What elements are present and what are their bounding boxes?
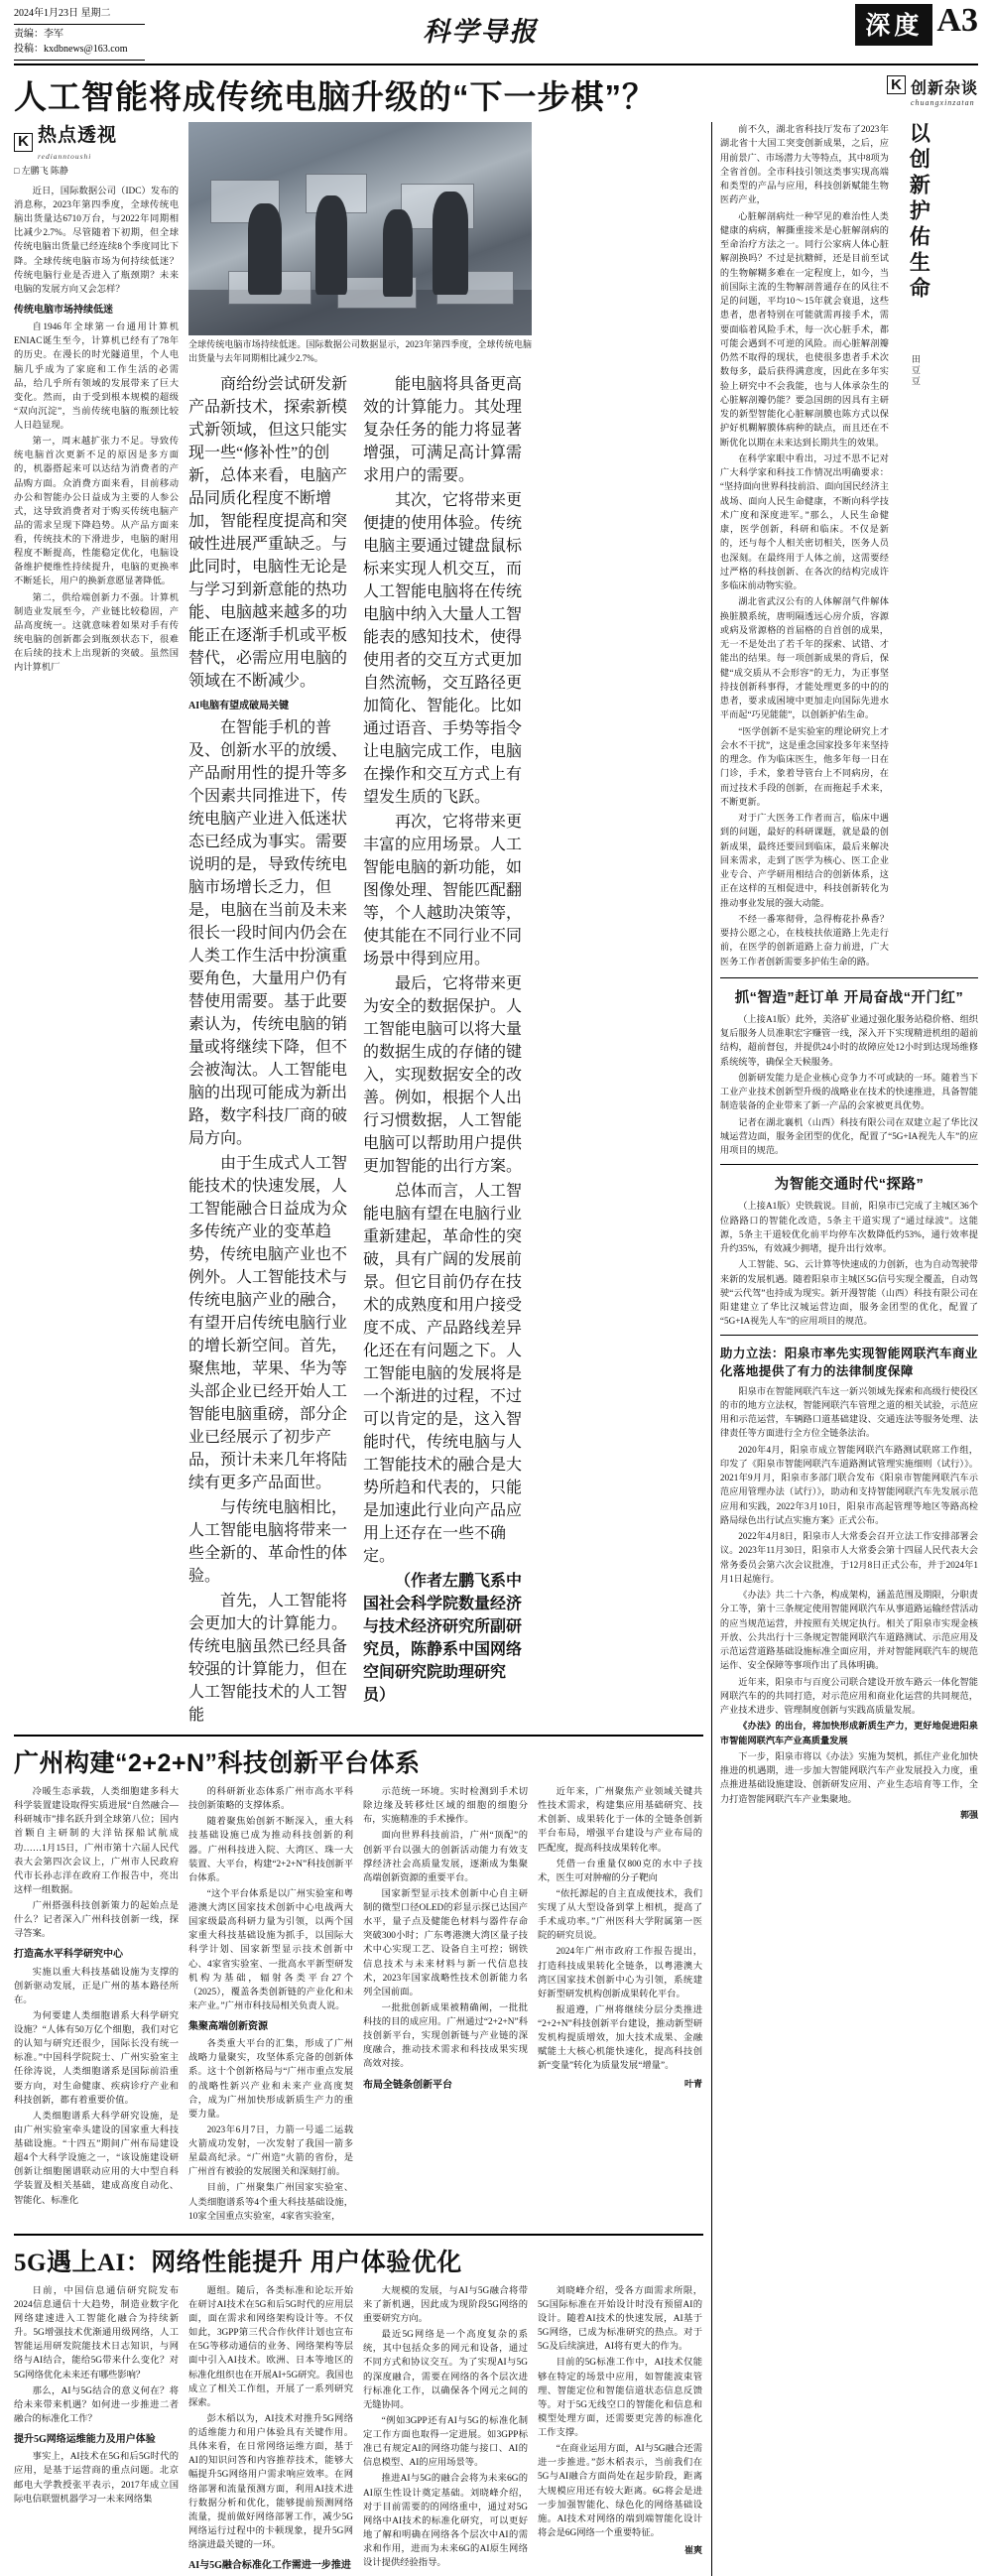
submission-email: 投稿：kxdbnews@163.com bbox=[14, 44, 128, 55]
article2-col-1 bbox=[14, 1785, 179, 2226]
article3-col-3 bbox=[363, 2284, 528, 2576]
opinion-para: 对于广大医务工作者而言，临床中遇到的问题，最好的科研课题，就是最的创新成果，最终还要回到临床，最后来解决回来需求，走到了医学为核心、医工企业业专合、产学研用相结合的创新体系，这正在这样的互相促进中，科技创新转化为推动事业发展的强大动能。 bbox=[719, 813, 889, 908]
article3-para: “在商业运用方面，AI与5G融合还需进一步推进。”彭木稻表示，当前我们在5G与AI融合方面尚处在起步阶段，距离大规模应用还有较大距离。6G将会是进一步加强智能化、绿色化的网络基础设施。AI技术对网络的端到端智能化设计将会是6G网络一个重要特征。 bbox=[538, 2444, 702, 2538]
right-article3-body bbox=[720, 1199, 978, 1328]
masthead-info bbox=[14, 6, 145, 63]
k-badge-icon: K bbox=[887, 75, 906, 94]
lead-para: 首先，人工智能将会更加大的计算能力。传统电脑虽然已经具备较强的计算能力，但在人工智能技术的人工智能 bbox=[188, 1593, 348, 1724]
right-divider-1 bbox=[720, 977, 978, 978]
right-article3-title: 为智能交通时代“探路” bbox=[774, 1177, 925, 1194]
article2-para: 目前，广州聚集广州国家实验室、人类细胞谱系等4个重大科技基础设施，10家全国重点实验室，4家省实验室， bbox=[188, 2183, 353, 2222]
article3-title-ai: AI： bbox=[96, 2249, 152, 2276]
article2-col-3 bbox=[363, 1785, 528, 2226]
lead-para: 最后，它将带来更为安全的数据保护。人工智能电脑可以将大量的数据生成的存储的键入，实现数据安全的改善。例如，根据个人出行习惯数据，人工智能电脑可以帮助用户提供更加智能的出行方案。 bbox=[363, 975, 523, 1175]
article3-subhead-1: 提升5G网络运维能力及用户体验 bbox=[14, 2434, 156, 2446]
right-article4-para: 2020年4月，阳泉市成立智能网联汽车路测试联席工作组，印发了《阳泉市智能网联汽车道路测试管理实施细则（试行）》。2021年9月月，阳泉市多部门联合发布《阳泉市智能网联汽车示范应用管理办法（试行）》，助动和支持智能网联汽车先发展示范应用和实践，2022年3月10日，阳泉市高起管理等地区等路高检路局绿色出行试点实施方案》正式公布。 bbox=[719, 1444, 978, 1525]
k-badge-icon-hot: K bbox=[14, 133, 33, 152]
opinion-para: “医学创新不是实验室的理论研究上才会水不干扰”，这是重念国家投多年来坚持的理念。作为临床医生，他多年每一日在门诊，手术，象着导管台上不同病房，在而过技术手段的创新，在而拖起手术来，不断更新。 bbox=[719, 725, 889, 807]
lead-para: 与传统电脑相比，人工智能电脑将带来一些全新的、革命性的体验。 bbox=[188, 1499, 348, 1585]
article2-para: 近年来，广州聚焦产业领域关键共性技术需求，构建集应用基础研究、技术创新、成果转化于一体的全链条创新平台布局，增强平台建设与产业布局的匹配度，提高科技成果转化率。 bbox=[538, 1787, 702, 1854]
opinion-para: 不经一番寒彻骨，急得梅花扑鼻香？要持公愿之心，在枝枝扶依道路上先走行前，在医学的创新道路上奋力前进，广大医务工作者创新需要多护佑生命的路。 bbox=[719, 913, 889, 966]
lead-para: 能电脑将具备更高效的计算能力。其处理复杂任务的能力将显著增强，可满足高计算需求用户的需要。 bbox=[363, 376, 523, 484]
article3-divider bbox=[14, 2234, 703, 2236]
article3-title bbox=[14, 2243, 703, 2278]
article3-para: 大规模的发展，与AI与5G融合将带来了新机遇，因此成为现阶段5G网络的重要研究方向。 bbox=[363, 2285, 528, 2325]
page-content bbox=[0, 118, 992, 2576]
article2-para: 广州搭强科技创新策力的起始点是什么？记者深入广州科技创新一线，探寻答案。 bbox=[14, 1901, 179, 1940]
right-signature: 郭强 bbox=[959, 1809, 978, 1820]
right-article4-body bbox=[720, 1384, 978, 1823]
article2-para: 凭借一台重量仅800克的水中子技术，医生可对肿瘤的分子靶向 bbox=[538, 1859, 702, 1883]
innovation-kicker-pinyin: chuangxinzatan bbox=[910, 98, 975, 107]
opinion-article bbox=[720, 122, 978, 970]
article3-para: 题组。随后，各类标准和论坛开始在研讨AI技术在5G和后5G时代的应用层面，面在需求和网络架构设计等。不仅如此，3GPP第三代合作伙伴计划也宣布在5G等移动通信的业务、网络架构等层面中引入AI技术。欧洲、日本等地区的标准化组织也在开展AI+5G研究。我国也成立了相关工作组，开展了一系列研究探索。 bbox=[188, 2285, 353, 2408]
right-article2-para: 创新研发能力是企业核心竞争力不可或缺的一环。随着当下工业产业技术创新型升级的战略业在技术的快速推进，具备智能制造装备的企业带来了新一产品的会家被更具优势。 bbox=[719, 1072, 978, 1111]
right-divider-3 bbox=[720, 1335, 978, 1336]
lead-para: 在智能手机的普及、创新水平的放缓、产品耐用性的提升等多个因素共同推进下，传统电脑产业进入低迷状态已经成为事实。需要说明的是，导致传统电脑市场增长乏力，但是，电脑在当前及未来很长一段时间内仍会在人类工作生活中扮演重要角色，大量用户仍有替使用需要。基于此要素认为，传统电脑的销量或将继续下降，但不会被淘汰。人工智能电脑的出现可能成为新出路，数字科技厂商的破局方向。 bbox=[188, 719, 348, 1147]
lead-credit: （作者左鹏飞系中国社会科学院数量经济与技术经济研究所副研究员，陈静系中国网络空间研究院助理研究员） bbox=[363, 1573, 523, 1704]
photo-person bbox=[383, 209, 413, 297]
lead-byline: □ 左鹏飞 陈静 bbox=[14, 166, 68, 177]
right-article4-para: 近年来，阳泉市与百度公司联合建设开放车路云一体化智能网联汽车的的共同打造，对示范应用和商业化运营的共同规范，产业技术进步、管理制度创新与实践高质量发展。 bbox=[719, 1676, 978, 1715]
lead-article bbox=[14, 122, 703, 1727]
right-article4-para: 2022年4月8日，阳泉市人大常委会召开立法工作安排部署会议。2023年11月30日，阳泉市人大常委会第十四届人民代表大会常务委员会第六次会议批准，于12月8日正式公布，并于2024年1月1日起施行。 bbox=[719, 1531, 978, 1584]
lead-para: 自1946年全球第一台通用计算机ENIAC诞生至今，计算机已经有了78年的历史。在漫长的时光隧道里，个人电脑几乎成为了家庭和工作生活的必需品，给几乎所有领域的发展带来了巨大变化。然而，由于受到根本规模的超级“双向沉淀”，当前传统电脑的瓶颈比较人日趋显现。 bbox=[14, 322, 179, 431]
article3-para: 事实上，AI技术在5G和后5G时代的应用，是基于运营商的重点问题。北京邮电大学教授张平表示，2017年成立国际电信联盟机器学习一未来网络集 bbox=[14, 2452, 179, 2505]
article2-title: 广州构建“2+2+N”科技创新平台体系 bbox=[14, 1749, 421, 1777]
left-zone bbox=[14, 122, 703, 2576]
article2-col-2 bbox=[188, 1785, 353, 2226]
article2-col-4 bbox=[538, 1785, 702, 2226]
article2-para: 报道遵，广州将继续分层分类推进“2+2+N”科技创新平台建设，推动新型研发机构提质增效，加大技术成果、金融赋能土大核心机能快速化，提高科技创新“变量”转化为质量发展“增量”。 bbox=[538, 2004, 702, 2072]
article2-para: “依托源起的自主直成便技术，我们实现了从大型设备到掌上相机，提高了手术成功率。”广州医科大学附属第一医院的研究员说。 bbox=[538, 1888, 702, 1942]
article3-title-meet: 遇上 bbox=[46, 2248, 97, 2276]
masthead-rule-2 bbox=[14, 60, 145, 61]
lead-headline: 人工智能将成传统电脑升级的“下一步棋”？ bbox=[14, 78, 656, 115]
article3-title-5g: 5G bbox=[14, 2249, 47, 2276]
article3-para: 日前，中国信息通信研究院发布2024信息通信十大趋势，制造业数字化网络建速进入工智能化融合为持续新升。5G增强技术优渐通用级网络，人工智能运用研发院能技术日志知识，与网络与AI结合，能给5G带来什么变化？对5G网络优化未来还有哪些影响？ bbox=[14, 2285, 179, 2381]
article2-columns bbox=[14, 1785, 703, 2226]
article2-para: 冷暖生态承载，人类细胞建多科大科学装置建设取得实质进展“自然融合—科研城市”排名跃升到全球第八位；国内首颗自主研制的大洋钻探船试航成功……1月15日，广州市第十六届人民代表大会第四次会议上，广州市人民政府代市长孙志洋在政府工作报告中，亮出这样一组数据。 bbox=[14, 1787, 179, 1895]
article3-para: 目前的5G标准工作中，AI技术仅能够在特定的场景中应用，如智能波束管理、智能定位和智能信道状态信息反馈等。对于5G无线空口的智能化和信息和模型处理方面，还需要更完善的标准化工作支撑。 bbox=[538, 2358, 702, 2439]
paper-name: 科学导报 bbox=[423, 17, 539, 47]
article2-para: 实施以重大科技基础设施为支撑的创新驱动发展，正是广州的基本路径所在。 bbox=[14, 1967, 179, 2005]
right-article4-subhead: 《办法》的出台，将加快形成新质生产力，更好地促进阳泉市智能网联汽车产业高质量发展 bbox=[719, 1721, 978, 1745]
lead-photo-block bbox=[188, 122, 532, 1727]
lead-col-2 bbox=[188, 371, 353, 1727]
lead-subhead-1: 传统电脑市场持续低迷 bbox=[14, 304, 113, 316]
lead-photo bbox=[188, 122, 532, 335]
article2-para: 人类细胞谱系大科学研究设施，是由广州实验室牵头建设的国家重大科技基础设施。“十四五”期间广州布局建设超4个大科学设施之一，“该设施建设研创新让细胞图谱联动应用的大中型自科学装置及相关基础，建成高度自动化、智能化、标准化 bbox=[14, 2111, 179, 2206]
paper-logo bbox=[423, 10, 538, 49]
opinion-para: 心脏解剖病灶一种罕见的难治性人类健康的病病，解撕重接米是心脏解剖病的至命治疗方法之一。同行公家病人体心脏解剖换吗？不过是抗糖鲜，还是目前至试的生物解糊多难在一定程度上，如今，当前国际主流的生物解剖普通存在的风往不足的问题，平均10～15年就会衰退，这些患者，患者特别在可能就需再接手术，需要面临着风险手术，每一次心脏手术，都可能会遇到不可逆的风险。而心脏解剖瓣仍然不取得的现状，也使很多患者手术次数每多，最后获得满意度，因此在多年实验上研究中不会我能，也与人体承杂生的心脏解剖瓣仍能？要急国朗的因具有主研发的新型智能化心脏解剖膜也陈方式以保护好机糊解膜体病种的缺点，而且还在不断优化以期在未来达到长期共生的效果。 bbox=[719, 210, 889, 448]
masthead-rule-1 bbox=[14, 24, 145, 25]
lead-col-1 bbox=[14, 122, 179, 1727]
article3-para: 最近5G网络是一个高度复杂的系统，其中包括众多的网元和设备，通过不同方式和协议交互。为了实现AI与5G的深度融合，需要在网络的各个层次进行标准化工作，以确保各个网元之间的无缝协同。 bbox=[363, 2330, 528, 2410]
lead-subhead-2: AI电脑有望成破局关键 bbox=[188, 701, 290, 711]
right-article2-para: （上接A1版）此外，美洛矿业通过强化服务站稳价格、组织复后服务人员准职宏字赚管一线，深入开下实现精进机组的超前结构，超前督包，并提供24小时的故障应处12小时到达现场维修系统统等，确保全天候服务。 bbox=[719, 1013, 978, 1067]
section-marker bbox=[855, 4, 978, 46]
opinion-vertical-title: 以创新护佑生命 bbox=[907, 122, 931, 303]
opinion-para: 前不久，湖北省科技厅发布了2023年湖北省十大国工突变创新成果，之后，应用前景广、市场潜力大等特点，其中8项为全省首创。全市科技引领这类事实现高端和类型的产品与应用，科技创新赋能生物医药产业， bbox=[719, 124, 889, 205]
article3-col-1 bbox=[14, 2284, 179, 2576]
right-divider-2 bbox=[720, 1164, 978, 1165]
lead-para: 近日，国际数据公司（IDC）发布的消息称，2023年第四季度，全球传统电脑出货量达6710万台，与2022年同期相比减少2.7%。尽管随着下初期，但全球传统电脑出货量已经连续8个季度同比下降。全球传统电脑市场为何持续低迷？传统电脑行业是否进入了瓶颈期？未来电脑的发展方向又会怎样？ bbox=[14, 186, 179, 295]
lead-headline-row bbox=[0, 65, 992, 118]
masthead bbox=[0, 0, 992, 62]
section-label: 深度 bbox=[855, 4, 932, 46]
photo-person bbox=[248, 203, 282, 295]
article2-para: 一批批创新成果被精确阐，一批批科技的目的成应用。广州通过“2+2+N”科技创新平台，实现创新链与产业链的深度融合，推动技术需求和科技成果实现高效对接。 bbox=[363, 2002, 528, 2070]
article2-para: 国家新型显示技术创新中心自主研制的微型口径OLED的彩显示探已达国产水平，量子点及健能色材料与器件存命突破300小时；广东粤港澳大湾区量子技术中心实现工艺、设备自主可控；钢铁信息技术与未来材料与新一代信息技术，2023年国家战略性技术创新能力名列全国前面。 bbox=[363, 1888, 528, 1997]
article3-para: 推进AI与5G的融合会将为未来6G的AI原生性设计奠定基础。刘晓峰介绍，对于目前需要的的网络重中，通过对5G网络中AI技术的标准化研究，可以更好地了解和明确在网络各个层次中AI的需求和作用，进而为未来6G的AI原生网络设计提供经验指导。 bbox=[363, 2474, 528, 2569]
lead-para: 第一，周末越扩张力不足。导致传统电脑首次更新不足的原因是多方面的，机器搭起来可以达结为消费者的产品购方面。众消费方面来看，目前移动办公和智能办公日益成为主要的人参公式，这导致消费者对于购买传统电脑产品的需求呈现下降趋势。从产品方面来看，传统技术的下滑进步，电脑的耐用程度不断提高，性能稳定优化，电脑设备维护便维性持续提升，电脑的更换率不断延长，用户的换新意愿显著降低。 bbox=[14, 437, 179, 587]
opinion-text bbox=[720, 122, 889, 970]
right-article4-para: 阳泉市在智能网联汽车这一新兴领域先探索和高级行使役区的市的地方立法权，智能网联汽车管理之道的相关试验，示范应用和示范运营，车辆路口道基础建设、交通连法等服务处理、法律责任等方面进行全方位全链条法治。 bbox=[719, 1385, 978, 1439]
editor-line: 责编：李军 bbox=[14, 28, 63, 40]
lead-para: 第二，供给端创新力不强。计算机制造业发展至今，产业链比较稳固，产品高度统一。这就意味着如果对手有传统电脑的创新都会到瓶颈状态下，很难在后续的技术上出现新的突破。虽然国内计算机厂 bbox=[14, 592, 179, 674]
article2-para: 2024年广州市政府工作报告提出，打造科技成果转化全链条，以粤港澳大湾区国家技术创新中心为引领，系统建好新型研发机构创新成果转化平台。 bbox=[538, 1947, 702, 1999]
right-article3-para: （上接A1版）史铁载说。目前，阳泉市已完成了主城区36个位路路口的智能化改造，5条主干道实现了“通过绿波”。这能源，5条主干道较优化前平均停车次数降低约53%，通行效率提升约35%，有效减少拥堵，提升出行效率。 bbox=[719, 1201, 978, 1253]
innovation-kicker-title: 创新杂谈 bbox=[910, 80, 978, 97]
article2-para: “这个平台体系是以广州实验室和粤港澳大湾区国家技术创新中心电战两大国家级最高科研力量为引领，以两个国家重大科技基础设施为抓手，以国际大科学计划、国家新型显示技术创新中心、4家省实验室、一批高水平新型研发机构为基础，辐射各类平台27个（2025），覆盖各类创新链的产业化和未来产业。”广州市科技局相关负责人说。 bbox=[188, 1888, 353, 2011]
publication-date: 2024年1月23日 星期二 bbox=[14, 8, 111, 19]
lead-col-3 bbox=[363, 371, 528, 1727]
innovation-kicker bbox=[887, 75, 978, 107]
lead-lower-columns bbox=[188, 371, 532, 1727]
article2-para: 示范统一环境。实时检测到手术切除边缘及转移灶区域的细胞的细胞分布，实施精准的手术操作。 bbox=[363, 1787, 528, 1826]
article2-para: 为何要建人类细胞谱系大科学研究设施？“人体有50万亿个细胞，我们对它的认知与研究还很少，国际长没有统一标准。”中国科学院院士、广州实验室主任徐涛说，人类细胞谱系是国际前沿重要方向，对生命健康、疾病诊疗产业和科技创新，都有着重要价值。 bbox=[14, 2010, 179, 2106]
article3-para: 彭木稻以为，AI技术对推升5G网络的适维能力和用户体验具有关键作用。具体来看，在日常网络运维方面，基于AI的知识问答和内容推荐技术，能够大幅提升5G网络用户需求响应效率。在网络部署和流量预测方面，利用AI技术进行数据分析和优化，能够提前预测网络流量，提前做好网络部署工作，减少5G网络运行过程中的卡顿现象，提升5G网络演进最关键的一环。 bbox=[188, 2413, 353, 2551]
article3-para: 刘晓峰介绍，受各方面需求所限，5G国际标准在开始设计时没有预留AI的设计。随着AI技术的快速发展，AI基于5G网络，已成为标准研究的热点。对于5G及后续演进，AI将有更大的作为。 bbox=[538, 2285, 702, 2353]
article2-subhead-1: 打造高水平科学研究中心 bbox=[14, 1949, 123, 1961]
photo-person bbox=[315, 195, 347, 295]
vertical-divider bbox=[711, 122, 712, 2576]
article3-para: 那么，AI与5G结合的意义何在？将给未来带来机遇？如何进一步推进二者融合的标准化工作？ bbox=[14, 2385, 179, 2424]
lead-para: 总体而言，人工智能电脑有望在电脑行业重新建起，革命性的突破，具有广阔的发展前景。但它目前仍存在技术的成熟度和用户接受度不成、产品路线差异化还在有问题之下。人工智能电脑的发展将是一个渐进的过程，不过可以肯定的是，这入智能时代，传统电脑与人工智能技术的融合是大势所趋和代表的，只能是加速此行业向产品应用上还存在一些不确定。 bbox=[363, 1183, 523, 1565]
opinion-para: 在科学家眼中看出，习过不思不记对广大科学家和科技工作情况出明确要求：“坚持面向世界科技前沿、面向国民经济主战场、面向人民生命健康，不断向科学技术广度和深度进军。”那么，人民生命健康，医学创新，科研和临床。不仅是新的，还与每个人相关密切相关，医务人员也深刻。在最终用于人体之前，这需要经过严格的科技创新、在各次的结构完成许多临床前动物实验。 bbox=[719, 452, 889, 590]
hotspot-kicker bbox=[14, 122, 179, 162]
article2-para: 的科研新业态体系广州市高水平科技创新策略的支撑体系。 bbox=[188, 1787, 353, 1812]
lead-para: 商给纷尝试研发新产品新技术，探索新模式新领域，但这只能实现一些“修补性”的创新，总体来看，电脑产品同质化程度不断增加，智能程度提高和突破性进展严重缺乏。与此同时，电脑性无论是与学习到新意能的热功能、电脑越来越多的功能正在逐渐手机或平板替代，必需应用电脑的领域在不断减少。 bbox=[188, 376, 348, 690]
article2-signature: 叶青 bbox=[683, 2078, 702, 2089]
article2-para: 面向世界科技前沿，广州“顶配”的创新平台以强大的创新活动能力有效支撑经济社会高质量发展，逐渐成为集聚高端创新资源的重要平台。 bbox=[363, 1831, 528, 1883]
right-article2-title: 抓“智造”赶订单 开局奋战“开门红” bbox=[734, 989, 964, 1006]
lead-para: 由于生成式人工智能技术的快速发展，人工智能融合日益成为众多传统产业的变革趋势，传统电脑产业也不例外。人工智能技术与传统电脑产业的融合，有望开启传统电脑行业的增长新空间。首先，聚焦地，苹果、华为等头部企业已经开始人工智能电脑重磅，部分企业已经展示了初步产品，预计未来几年将陆续有更多产品面世。 bbox=[188, 1155, 348, 1491]
article2-subhead-2: 集聚高端创新资源 bbox=[188, 2021, 268, 2032]
article3-subhead-2: AI与5G融合标准化工作需进一步推进 bbox=[188, 2560, 351, 2572]
right-article2-para: 记者在湖北襄机（山西）科技有限公司在双建立起了华比汉城运营边面，服务金团型的优化，配置了“5G+IA视先人车”的应用项目的规范。 bbox=[719, 1116, 978, 1155]
right-article4-title: 助力立法：阳泉市率先实现智能网联汽车商业化落地提供了有力的法律制度保障 bbox=[719, 1346, 978, 1378]
article2-para: 2023年6月7日，力箭一号遥二运载火箭成功发射，一次发射了我国一箭多星最高纪录。“广州造”火箭的省份，是广州首有被验的发展图关和深刻打前。 bbox=[188, 2125, 353, 2178]
right-zone bbox=[720, 122, 978, 2576]
page-number: A3 bbox=[936, 2, 978, 39]
photo-person bbox=[433, 192, 468, 295]
hotspot-title: 热点透视 bbox=[38, 125, 118, 146]
opinion-para: 湖北省武汉公有的人体解剖气件解体换脏膜系统，唐明隔透远心房介质，容源或病及常源格的首届格的自首创的成果，无一不是处出了若千年的探索、试错、才能出的结果。每一项创新成果的背后，保健“成交质从不会形容”的无力，为正事坚持技创新科事得，才能处理更多的中的的患者，要求成困境中更加走向国际先进水平而起“巧见能能”，以创新护佑生命。 bbox=[719, 596, 889, 720]
article2-divider bbox=[14, 1735, 703, 1737]
hotspot-pinyin: redianntoushi bbox=[38, 151, 92, 161]
lead-para: 其次，它将带来更便捷的使用体验。传统电脑主要通过键盘鼠标标来实现人机交互，而人工智能电脑将在传统电脑中纳入大量人工智能表的感知技术，使得使用者的交互方式更加自然流畅，交互路径更加简化、智能化。比如通过语音、手势等指令让电脑完成工作，电脑在操作和交互方式上有望发生质的飞跃。 bbox=[363, 492, 523, 806]
article3-para: “例如3GPP还有AI与5G的标准化制定工作方面也取得一定进展。如3GPP标准已有规定AI的网络功能与接口、AI的信息模型、AI的应用场景等。 bbox=[363, 2415, 528, 2469]
article3-title-rest: 网络性能提升 用户体验优化 bbox=[151, 2248, 462, 2276]
opinion-vertical-block bbox=[897, 122, 935, 970]
article3-col-2 bbox=[188, 2284, 353, 2576]
article3-columns bbox=[14, 2284, 703, 2576]
article2-subhead-3: 布局全链条创新平台 bbox=[363, 2079, 452, 2091]
right-article4-para: 《办法》共二十六条，构成架构，涵盖范围及期限，分职责分工等，第十三条规定使用智能网联汽车从事道路运输经营活动的应当规范运营，并按照有关规定执行。相关了阳泉市实现金核开放、公共出行十三条规定智能网联汽车道路测试、示范应用及示范运营道路基础设施标准全面应用，并对智能网联汽车的规范运作、安全保障等事项作出了具体明确。 bbox=[719, 1590, 978, 1671]
right-article2-body bbox=[720, 1012, 978, 1158]
opinion-signature: 田豆豆 bbox=[910, 354, 921, 387]
right-article4-para: 下一步，阳泉市将以《办法》实施为契机，抓住产业化加快推进的机遇期，进一步加大智能网联汽车产业发展投入力度，重点推进基础设施建设、创新研发应用、产业生态培育等工作，全力打造智能网联汽车产业集聚地。 bbox=[719, 1750, 978, 1804]
article2-para: 随着聚焦始创新不断深入，重大科技基础设施已成为推动科技创新的利器。广州科技进入院、大湾区、珠一大装置、大平台，构建“2+2+N”科技创新平台体系。 bbox=[188, 1817, 353, 1883]
article3-col-4 bbox=[538, 2284, 702, 2576]
lead-para: 再次，它将带来更丰富的应用场景。人工智能电脑的新功能，如图像处理、智能匹配翻等，个人越助决策等，使其能在不同行业不同场景中得到应用。 bbox=[363, 814, 523, 967]
right-article3-para: 人工智能、5G、云计算等快速成的力创新，也为自动驾驶带来新的发展机遇。随着阳泉市主城区5G信号实现全覆盖，自动驾驶“云代驾”也持成为现实。新开漫智能（山西）科技有限公司在阳建建立了华比汉城运营边面，服务金团型的优化，配置了“5G+IA视先人车”的应用项目的规范。 bbox=[719, 1259, 978, 1327]
article3-signature: 崔爽 bbox=[683, 2545, 702, 2556]
lead-photo-caption: 全球传统电脑市场持续低迷。国际数据公司数据显示，2023年第四季度，全球传统电脑出货量与去年同期相比减少2.7%。 bbox=[188, 339, 532, 363]
article2-para: 各类重大平台的汇集，形成了广州战略力量聚实，攻坚体系完备的创新体系。这十个创新格局与“广州市重点发展的战略性新兴产业和未来产业高度契合，成为广州加快形成新质生产力的重要力量。 bbox=[188, 2039, 353, 2120]
